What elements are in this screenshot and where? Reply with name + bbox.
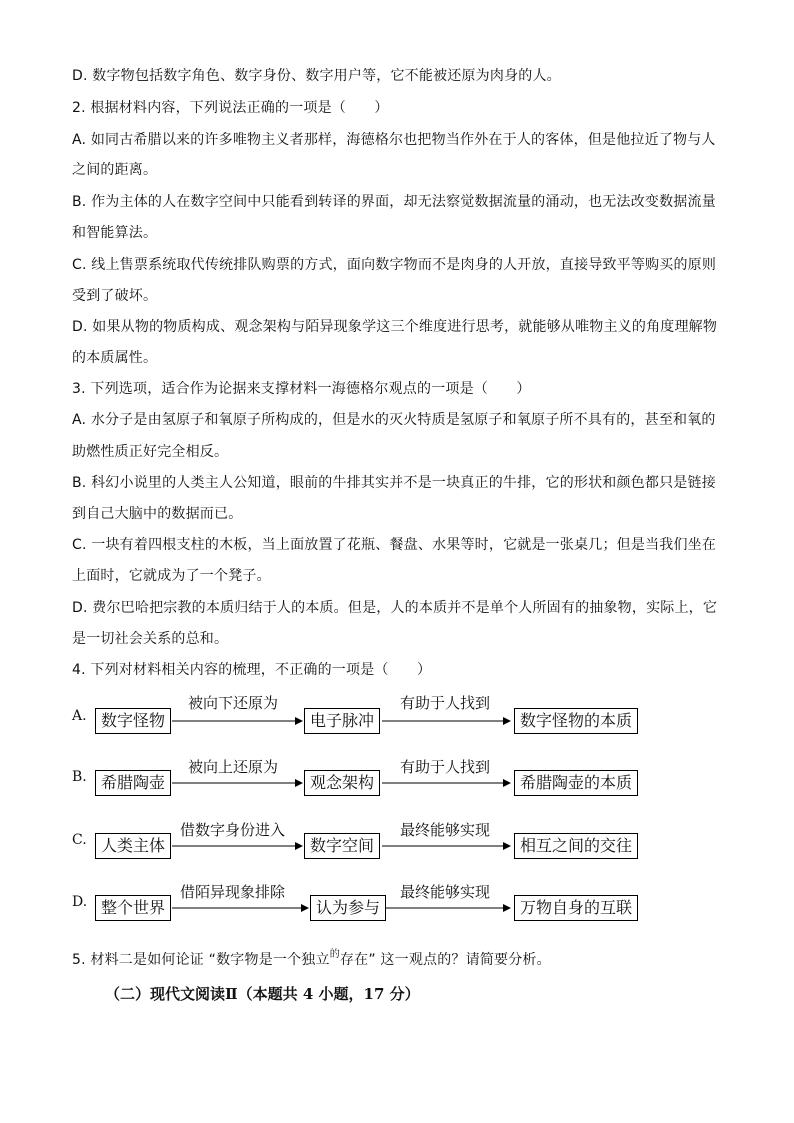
q5-text-before: 5. 材料二是如何论证 “数字物是一个独立 [72, 952, 330, 968]
q2-option-d: D. 如果从物的物质构成、观念架构与陌异现象学这三个维度进行思考，就能够从唯物主义的角度理解物 [72, 319, 718, 335]
option-c-label-2: 最终能够实现 [400, 821, 491, 839]
option-b-letter: B. [72, 769, 87, 785]
option-c-box-2: 数字空间 [304, 833, 380, 859]
q3-option-b-cont: 到自己大脑中的数据而已。 [72, 506, 243, 522]
option-b-label-1: 被向上还原为 [188, 758, 279, 776]
option-d-box-3: 万物自身的互联 [514, 895, 638, 921]
q2-option-b-cont: 和智能算法。 [72, 225, 158, 241]
option-d-label-1: 借陌异现象排除 [180, 883, 286, 901]
q2-option-a: A. 如同古希腊以来的许多唯物主义者那样，海德格尔也把物当作外在于人的客体，但是他拉近了物与人 [72, 132, 716, 148]
q3-option-a-cont: 助燃性质正好完全相反。 [72, 444, 229, 460]
q3-option-d: D. 费尔巴哈把宗教的本质归结于人的本质。但是，人的本质并不是单个人所固有的抽象物，实际上，它 [72, 600, 718, 616]
option-c-letter: C. [72, 832, 87, 848]
q3-option-a: A. 水分子是由氢原子和氧原子所构成的，但是水的灭火特质是氢原子和氧原子所不具有的，甚至和氧的 [72, 412, 716, 428]
option-c-box-1: 人类主体 [95, 833, 171, 859]
option-a-letter: A. [72, 708, 87, 724]
q2-option-b: B. 作为主体的人在数字空间中只能看到转译的界面，却无法察觉数据流量的涌动，也无法改变数据流量 [72, 194, 716, 210]
option-b-box-1: 希腊陶壶 [95, 770, 171, 796]
q3-option-c: C. 一块有着四根支柱的木板，当上面放置了花瓶、餐盘、水果等时，它就是一张桌几；但是当我们坐在 [72, 537, 717, 553]
q4-stem: 4. 下列对材料相关内容的梳理，不正确的一项是（ ） [72, 662, 432, 678]
option-a-box-1: 数字怪物 [95, 708, 171, 734]
q1-option-d: D. 数字物包括数字角色、数字身份、数字用户等，它不能被还原为肉身的人。 [72, 68, 561, 84]
option-b-label-2: 有助于人找到 [400, 758, 491, 776]
q2-option-d-cont: 的本质属性。 [72, 350, 158, 366]
option-a-label-1: 被向下还原为 [188, 694, 279, 712]
option-d-box-2: 认为参与 [310, 895, 386, 921]
option-a-box-2: 电子脉冲 [304, 708, 380, 734]
q2-stem: 2. 根据材料内容，下列说法正确的一项是（ ） [72, 100, 389, 116]
section-title: （二）现代文阅读Ⅱ（本题共 4 小题，17 分） [105, 985, 420, 1003]
q2-option-c: C. 线上售票系统取代传统排队购票的方式，面向数字物而不是肉身的人开放，直接导致平等购买的原则 [72, 257, 717, 273]
option-a-label-2: 有助于人找到 [400, 694, 491, 712]
q5-stem [72, 950, 551, 972]
option-a-box-3: 数字怪物的本质 [514, 708, 638, 734]
q4-flow-diagrams [72, 692, 672, 932]
option-d-label-2: 最终能够实现 [400, 883, 491, 901]
q2-option-a-cont: 之间的距离。 [72, 162, 158, 178]
option-b-box-3: 希腊陶壶的本质 [514, 770, 638, 796]
q3-option-d-cont: 是一切社会关系的总和。 [72, 631, 229, 647]
q5-superscript: 的 [329, 949, 340, 960]
option-b-box-2: 观念架构 [304, 770, 380, 796]
q5-text-after: 存在” 这一观点的？请简要分析。 [339, 952, 551, 968]
q2-option-c-cont: 受到了破坏。 [72, 288, 158, 304]
q3-option-c-cont: 上面时，它就成为了一个凳子。 [72, 568, 271, 584]
option-c-label-1: 借数字身份进入 [180, 821, 286, 839]
option-c-box-3: 相互之间的交往 [514, 833, 638, 859]
q3-option-b: B. 科幻小说里的人类主人公知道，眼前的牛排其实并不是一块真正的牛排，它的形状和颜色都只是链接 [72, 475, 716, 491]
q3-stem: 3. 下列选项，适合作为论据来支撑材料一海德格尔观点的一项是（ ） [72, 381, 531, 397]
option-d-letter: D. [72, 894, 88, 910]
option-d-box-1: 整个世界 [95, 895, 171, 921]
